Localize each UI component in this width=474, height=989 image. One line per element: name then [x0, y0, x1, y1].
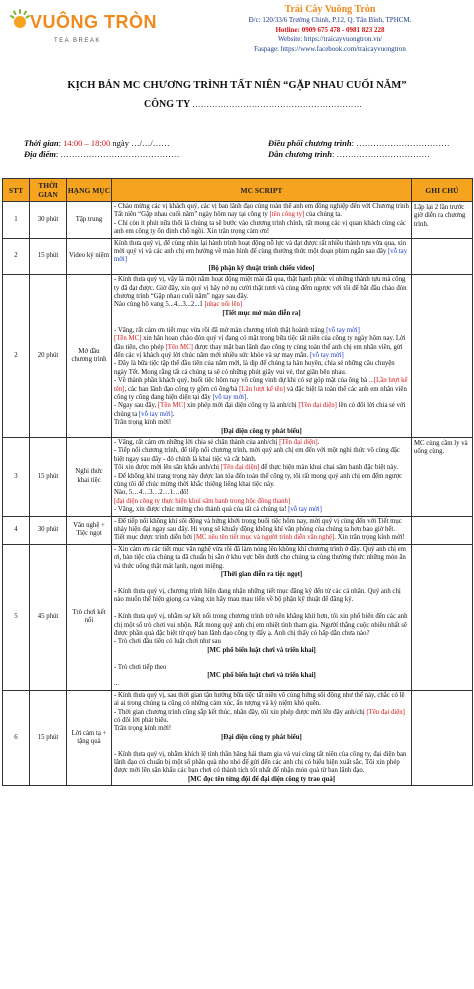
script-text: được thay mặt ban lãnh đạo công ty cùng toàn thể anh chị em nhân viên, gửi đến các vị khách quý lời chúc năm mới nhiều sức khỏe và sự may mắn.	[114, 343, 403, 359]
table-row	[3, 238, 473, 275]
cell-script	[112, 690, 412, 785]
cell-stt: 5	[3, 544, 30, 690]
placeholder-text: [Tên đại diện]	[298, 402, 337, 410]
script-text: - Vâng, rất cảm ơn tiết mục vừa rồi đã mở màn chương trình thật hoành tráng	[114, 326, 327, 334]
cell-script	[112, 238, 412, 275]
cell-script	[112, 437, 412, 516]
script-text: . Trân trọng kính mời!	[114, 410, 175, 427]
script-text: - Kính thưa quý vị, nhằm khích lệ tinh thần hăng hái tham gia và vui cùng tất niên của công ty, đại diện ban lãnh đạo có chuẩn bị một số phần quà nho nhỏ để gửi đến các anh chị có biểu hiện xuất sắc. Tôi xin phép được mời lên sân khấu các bạn chơi có thành tích tốt nhất để nhận món quà từ ban lãnh đạo.	[114, 750, 407, 775]
company-hotline: Hotline: 0909 675 478 - 0981 823 228	[275, 25, 385, 34]
cell-note	[412, 516, 473, 544]
cue-text: [vỗ tay mời]	[138, 410, 173, 418]
cell-time: 30 phút	[30, 202, 67, 239]
cell-item: Tập trung	[67, 202, 112, 239]
stage-direction: [Bộ phận kỹ thuật trình chiếu video]	[208, 264, 315, 272]
placeholder-text: [MC nêu tên tiết mục và người trình diễn văn nghệ]	[193, 534, 335, 542]
brand-name: VUÔNG TRÒN	[30, 12, 158, 32]
placeholder-text: [Tên đại diện]	[279, 438, 318, 446]
script-text: - Kính thưa quý vị, vậy là một năm hoạt động miệt mài đã qua, thật hạnh phúc vì những thành tựu mà công ty đã đạt được. Giờ đây, xin quý vị hãy nở nụ cười thật tươi và cùng đếm ngược với tôi để bắt đầu chào đón chương trình “Gặp nhau cuối năm” ngay sau đây. Nào cùng hô vang 5...4...3...2...1	[114, 276, 407, 309]
script-text: để thực hiện màn khui chai sâm banh đặc biệt này. - Để không khí trang trọng này được lan tỏa đến toàn thể công ty, tôi rất mong quý anh chị em đếm ngược cùng tôi để chúc mừng thời khắc thiêng liêng khai tiệc này. Nào, 5…4…3…2…1…đô!	[114, 464, 403, 497]
cell-script	[112, 202, 412, 239]
cue-text: [vỗ tay mời]	[114, 248, 408, 264]
cell-stt: 2	[3, 275, 30, 438]
cell-note	[412, 690, 473, 785]
script-text: - Vâng, rất cảm ơn những lời chia sẻ chân thành của anh/chị	[114, 438, 280, 446]
company-address: Đ/c: 120/33/6 Trường Chinh, P.12, Q. Tân Bình, TPHCM.	[248, 16, 412, 24]
script-text: xin phép mời đại diện công ty là anh/chị	[185, 402, 299, 410]
sun-logo-icon	[8, 8, 32, 32]
cell-note	[412, 544, 473, 690]
stage-direction: [MC phổ biến luật chơi và triển khai]	[207, 671, 316, 679]
stage-direction: [MC phổ biến luật chơi và triển khai]	[207, 646, 316, 654]
script-text: Kính thưa quý vị, để cùng nhìn lại hành trình hoạt động nỗ lực và đạt được rất nhiều thành tựu vừa qua, xin mời quý vị và các anh chị em hướng về màn hình để cùng thưởng thức một đoạn phim ngắn sau đây	[114, 239, 407, 256]
col-header-time: THỜI GIAN	[30, 179, 67, 202]
cell-stt: 4	[3, 516, 30, 544]
table-row	[3, 275, 473, 438]
script-text: - Kính thưa quý vị, chương trình hiện đang nhận những tiết mục đăng ký đến từ các cá nhân. Quý anh chị nào muốn thể hiện giọng ca vàng xin hãy mau mau tiến về bộ phận kỹ thuật để đăng ký. - Kính thưa quý vị, nhằm sự kết nối trong chương trình trở nên khăng khít hơn, tôi xin phổ biến đến các anh chị một số trò chơi vui nhộn. Rất mong quý anh chị em nhiệt tình tham gia. Người thắng cuộc nhiều nhất sẽ được phần quà đặc biệt từ quý ban lãnh đạo công ty đấy ạ. Anh chị thấy có hấp dẫn chưa nào? - Trò chơi đầu tiên có luật chơi như sau	[114, 587, 408, 646]
company-website[interactable]: Website: https://traicayvuongtron.vn/	[277, 35, 383, 43]
script-text: lên có đôi lời chia sẻ với chúng ta	[114, 402, 406, 418]
cell-stt: 2	[3, 238, 30, 275]
cell-item: Nghi thức khai tiệc	[67, 437, 112, 516]
cell-note	[412, 275, 473, 438]
placeholder-text: [Tên đại diện]	[220, 464, 260, 472]
script-text: - Để tiếp nối không khí sôi động và hứng khởi trong buổi tiệc hôm nay, mời quý vị cùng đến với Tiết mục nhảy hiện đại ngay sau đây. Hi vọng sẽ khuấy động không khí văn phòng của chúng ta hơn bao giờ hết. Tiết mục được trình diễn bởi	[114, 517, 402, 542]
company-line	[144, 99, 362, 110]
script-text: có đôi lời phát biểu. Trân trọng kính mời!	[114, 716, 172, 733]
place-value: ……………………………………	[60, 149, 180, 159]
cell-item: Video kỷ niệm	[67, 238, 112, 275]
cell-script	[112, 516, 412, 544]
table-row	[3, 437, 473, 516]
placeholder-text: [đại diện công ty thực hiện khui sâm banh trong hộc đồng thanh]	[114, 497, 291, 505]
company-fanpage[interactable]: Faspage: https://www.facebook.com/traicayvuongtron	[254, 44, 406, 53]
company-info	[190, 4, 470, 54]
coordinator-value: ……………………………	[356, 138, 450, 148]
cue-text: [vỗ tay mời]	[288, 506, 322, 514]
cell-stt: 1	[3, 202, 30, 239]
mc-script-table	[2, 178, 473, 786]
placeholder-text: [Tên MC]	[157, 402, 186, 410]
cell-time: 30 phút	[30, 516, 67, 544]
placeholder-text: [tên công ty]	[269, 211, 305, 219]
table-row	[3, 544, 473, 690]
cell-note: Lặp lại 2 lần trước giờ diễn ra chương trình.	[412, 202, 473, 239]
table-row	[3, 202, 473, 239]
place-row: Địa điểm: ……………………………………	[24, 149, 180, 159]
script-text: - Trò chơi tiếp theo	[114, 663, 167, 671]
coordinator-row: Điều phối chương trình: ……………………………	[268, 138, 450, 148]
placeholder-text: [Tên MC]	[114, 335, 142, 343]
host-row: Dẫn chương trình: ……………………………	[268, 149, 430, 159]
brand-tagline: TEA BREAK	[54, 38, 101, 44]
script-text: và đặc biệt là toàn thể các anh em nhân viên công ty cũng đang hiện diện tại đây	[114, 385, 407, 401]
cell-item: Lời cảm tạ + tặng quà	[67, 690, 112, 785]
table-header-row	[3, 179, 473, 202]
cell-item: Mở đầu chương trình	[67, 275, 112, 438]
stage-direction: [Tiết mục mở màn diễn ra]	[222, 309, 301, 317]
stage-direction: [MC đọc tên từng đội để đại diện công ty trao quà]	[187, 775, 335, 783]
cell-script	[112, 544, 412, 690]
placeholder-text: [Lần lượt kể tên]	[239, 385, 286, 393]
cell-note: MC cùng cầm ly và uống cùng.	[412, 437, 473, 516]
script-text: - Đây là bữa tiệc tập thể đầu tiên của năm mới, là dịp để chúng ta hàn huyên, chia sẻ những câu chuyện ngày Tết. Mong rằng tất cả chúng ta sẽ có những phút giây vui vẻ, thư giãn bên nhau. - Về thành phần khách quý, buổi tiệc hôm nay vô cùng vinh dự khi có sự góp mặt của ông bà	[114, 360, 395, 385]
cell-time: 20 phút	[30, 275, 67, 438]
host-value: ……………………………	[336, 149, 430, 159]
table-row	[3, 516, 473, 544]
time-label: Thời gian	[24, 138, 59, 148]
cell-time: 15 phút	[30, 238, 67, 275]
company-blank: ……………………………………………………	[192, 100, 363, 109]
place-label: Địa điểm	[24, 149, 56, 159]
placeholder-text: [nhạc nổi lên]	[204, 301, 243, 309]
stage-direction: [Đại diện công ty phát biểu]	[221, 427, 302, 435]
script-text: - Chào mừng các vị khách quý, các vị ban lãnh đạo cùng toàn thể anh em đồng nghiệp đến với Chương trình Tất niên “Gặp nhau cuối năm” ngày hôm nay tại công ty	[114, 203, 409, 219]
script-text: xin hân hoan chào đón quý vị đang có mặt trong bữa tiệc tất niên của công ty ngày hôm nay. Lời đầu tiên, cho phép	[114, 335, 406, 351]
cue-text: [vỗ tay mời]	[326, 326, 360, 334]
document-title: KỊCH BẢN MC CHƯƠNG TRÌNH TẤT NIÊN “GẶP NHAU CUỐI NĂM”	[67, 80, 407, 91]
cell-item: Trò chơi kết nối	[67, 544, 112, 690]
cue-text: [vỗ tay mời]	[309, 351, 344, 359]
col-header-item: HẠNG MỤC	[67, 179, 112, 202]
letterhead	[0, 0, 474, 62]
script-text: - Kính thưa quý vị, sau thời gian tận hưởng bữa tiệc tất niên vô cùng hứng sôi động như thế này, chắc có lẽ ai ai trong chúng ta cũng có những cảm xúc, ấn tượng và kỷ niệm khó quên. - Thời gian chương trình cũng sắp kết thúc, nhân đây, tôi xin phép được mời lên đây anh/chị	[114, 691, 405, 716]
cell-item: Văn nghệ + Tiệc ngọt	[67, 516, 112, 544]
cell-script	[112, 275, 412, 438]
cell-stt: 3	[3, 437, 30, 516]
time-row: Thời gian: 14:00 – 18:00 ngày …/…/……	[24, 138, 170, 148]
script-text: - Vâng, xin được chúc mừng cho thành quả của tất cả chúng ta!	[114, 506, 289, 514]
time-date: ngày …/…/……	[112, 138, 170, 148]
script-text: . - Tiếp nối chương trình, để tiếp nối chương trình, mời quý anh chị em đến với một nghi thức vô cùng đặc biệt ngay sau đây - đó chính là khai tiệc và cắt bánh. Tôi xin được mời lên sân khấu anh/chị	[114, 438, 400, 472]
cell-time: 15 phút	[30, 437, 67, 516]
cell-time: 45 phút	[30, 544, 67, 690]
script-text: ...	[114, 680, 120, 688]
placeholder-text: [Tên đại diện]	[366, 708, 405, 716]
cell-stt: 6	[3, 690, 30, 785]
brand-logo	[8, 6, 158, 56]
script-text: của chúng ta. - Chỉ còn ít phút nữa thôi là chúng ta sẽ bước vào chương trình chính, rất mong các vị quan khách cùng các anh em công ty ổn định chỗ ngồi. Xin trân trọng cảm ơn!	[114, 211, 406, 236]
time-value: 14:00 – 18:00	[63, 138, 111, 148]
script-text: - Xin cảm ơn các tiết mục văn nghệ vừa rồi đã làm nóng lên không khí chương trình ở đây. Quý anh chị em ơi, bàn tiệc của chúng ta đã chuẩn bị sẵn ở khu vực bên dưới cho chúng ta cùng thưởng thức những món ăn và thức uống thật mát lạnh, ngon miệng.	[114, 545, 406, 570]
cell-note	[412, 238, 473, 275]
host-label: Dẫn chương trình	[268, 149, 332, 159]
placeholder-text: [Tên MC]	[165, 343, 193, 351]
company-name: Trái Cây Vuông Tròn	[284, 4, 376, 15]
script-text: . Xin trân trọng kính mời!	[334, 534, 405, 542]
table-row	[3, 690, 473, 785]
stage-direction: [Đại diện công ty phát biểu]	[221, 733, 302, 741]
placeholder-text: ...[Lần lượt kể tên]	[114, 377, 408, 393]
script-text: , các ban lãnh đạo công ty gồm có ông/bà	[124, 385, 240, 393]
company-label: CÔNG TY	[144, 99, 190, 110]
cue-text: [vỗ tay mời]	[212, 393, 247, 401]
col-header-note: GHI CHÚ	[412, 179, 473, 202]
col-header-script: MC SCRIPT	[112, 179, 412, 202]
script-text: . - Ngay sau đây,	[114, 393, 249, 410]
stage-direction: [Thời gian diễn ra tiệc ngọt]	[220, 571, 303, 579]
col-header-stt: STT	[3, 179, 30, 202]
coordinator-label: Điều phối chương trình	[268, 138, 352, 148]
cell-time: 15 phút	[30, 690, 67, 785]
